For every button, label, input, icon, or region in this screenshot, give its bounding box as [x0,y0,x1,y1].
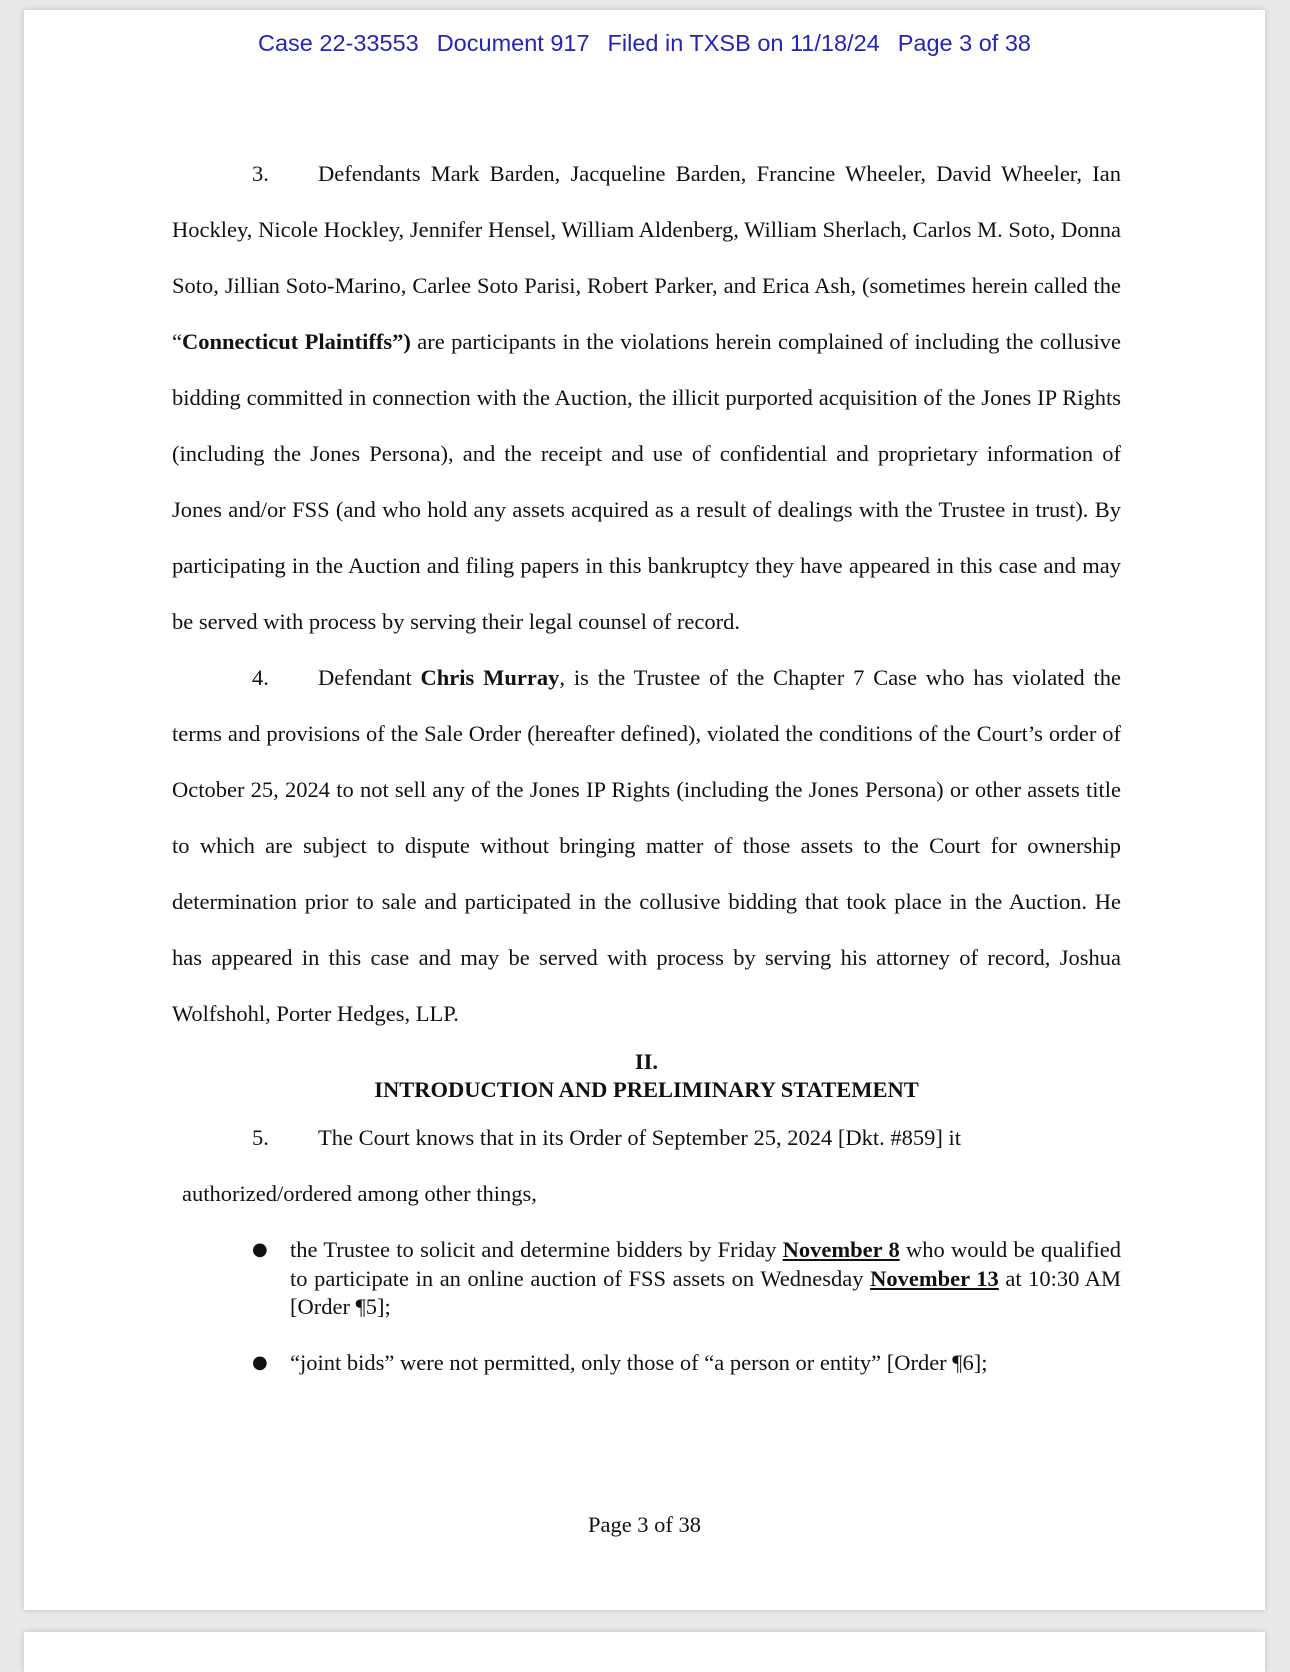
paragraph-text: Defendants Mark Barden, Jacqueline Barden, Francine Wheeler, David Wheeler, Ian Hockley, Nicole Hockley, Jennifer Hensel, William Aldenberg, William Sherlach, Carlos M. Soto, Donna Soto, Jillian Soto-Marino, Carlee Soto Parisi, Robert Parker, and Erica Ash, (sometimes herein called the “ [172,161,1121,354]
filing-header [24,30,1265,57]
paragraph-text: The Court knows that in its Order of September 25, 2024 [Dkt. #859] it [318,1125,962,1150]
header-page-number: Page 3 of 38 [897,30,1031,56]
next-page-edge [24,1632,1265,1672]
document-page [24,10,1265,1610]
header-case-number: Case 22-33553 [258,30,419,56]
order-terms-list [172,1236,1121,1377]
section-heading [172,1048,1121,1104]
page-footer: Page 3 of 38 [587,1512,702,1537]
section-title: INTRODUCTION AND PRELIMINARY STATEMENT [374,1077,919,1102]
header-filed-date: Filed in TXSB on 11/18/24 [607,30,880,56]
document-body [172,146,1121,1404]
list-item: ● the Trustee to solicit and determine bidders by Friday November 8 who would be qualified to participate in an online auction of FSS assets on Wednesday November 13 at 10:30 AM [Order ¶5]; [252,1237,1122,1319]
date-emphasis: November 8 [782,1237,900,1262]
paragraph-5: 5. The Court knows that in its Order of September 25, 2024 [Dkt. #859] it [252,1125,962,1150]
header-document-number: Document 917 [436,30,590,56]
paragraph-text: Defendant [318,665,421,690]
bullet-icon: ● [252,1351,268,1373]
section-numeral: II. [634,1049,659,1074]
paragraph-text: are participants in the violations herein complained of including the collusive bidding committed in connection with the Auction, the illicit purported acquisition of the Jones IP Rights (including the Jones Persona), and the receipt and use of confidential and proprietary information of Jones and/or FSS (and who hold any assets acquired as a result of dealings with the Trustee in trust). By participating in the Auction and filing papers in this bankruptcy they have appeared in this case and may be served with process by serving their legal counsel of record. [172,329,1121,634]
paragraph-3: 3. Defendants Mark Barden, Jacqueline Barden, Francine Wheeler, David Wheeler, Ian Hockley, Nicole Hockley, Jennifer Hensel, William Aldenberg, William Sherlach, Carlos M. Soto, Donna Soto, Jillian Soto-Marino, Carlee Soto Parisi, Robert Parker, and Erica Ash, (sometimes herein called the “Connecticut Plaintiffs”) are participants in the violations herein complained of including the collusive bidding committed in connection with the Auction, the illicit purported acquisition of the Jones IP Rights (including the Jones Persona), and the receipt and use of confidential and proprietary information of Jones and/or FSS (and who hold any assets acquired as a result of dealings with the Trustee in trust). By participating in the Auction and filing papers in this bankruptcy they have appeared in this case and may be served with process by serving their legal counsel of record. [172,161,1121,634]
defined-term: Connecticut Plaintiffs”) [182,329,411,354]
paragraph-4: 4. Defendant Chris Murray, is the Trustee of the Chapter 7 Case who has violated the terms and provisions of the Sale Order (hereafter defined), violated the conditions of the Court’s order of October 25, 2024 to not sell any of the Jones IP Rights (including the Jones Persona) or other assets title to which are subject to dispute without bringing matter of those assets to the Court for ownership determination prior to sale and participated in the collusive bidding that took place in the Auction. He has appeared in this case and may be served with process by serving his attorney of record, Joshua Wolfshohl, Porter Hedges, LLP. [172,665,1121,1026]
paragraph-5-continuation: authorized/ordered among other things, [182,1181,537,1206]
defendant-name: Chris Murray [420,665,560,690]
bullet-icon: ● [252,1239,268,1260]
date-emphasis: November 13 [870,1265,999,1291]
paragraph-text: , is the Trustee of the Chapter 7 Case who has violated the terms and provisions of the Sale Order (hereafter defined), violated the conditions of the Court’s order of October 25, 2024 to not sell any of the Jones IP Rights (including the Jones Persona) or other assets title to which are subject to dispute without bringing matter of those assets to the Court for ownership determination prior to sale and participated in the collusive bidding that took place in the Auction. He has appeared in this case and may be served with process by serving his attorney of record, Joshua Wolfshohl, Porter Hedges, LLP. [172,665,1121,1026]
list-item: ● “joint bids” were not permitted, only those of “a person or entity” [Order ¶6]; [172,1349,1121,1378]
